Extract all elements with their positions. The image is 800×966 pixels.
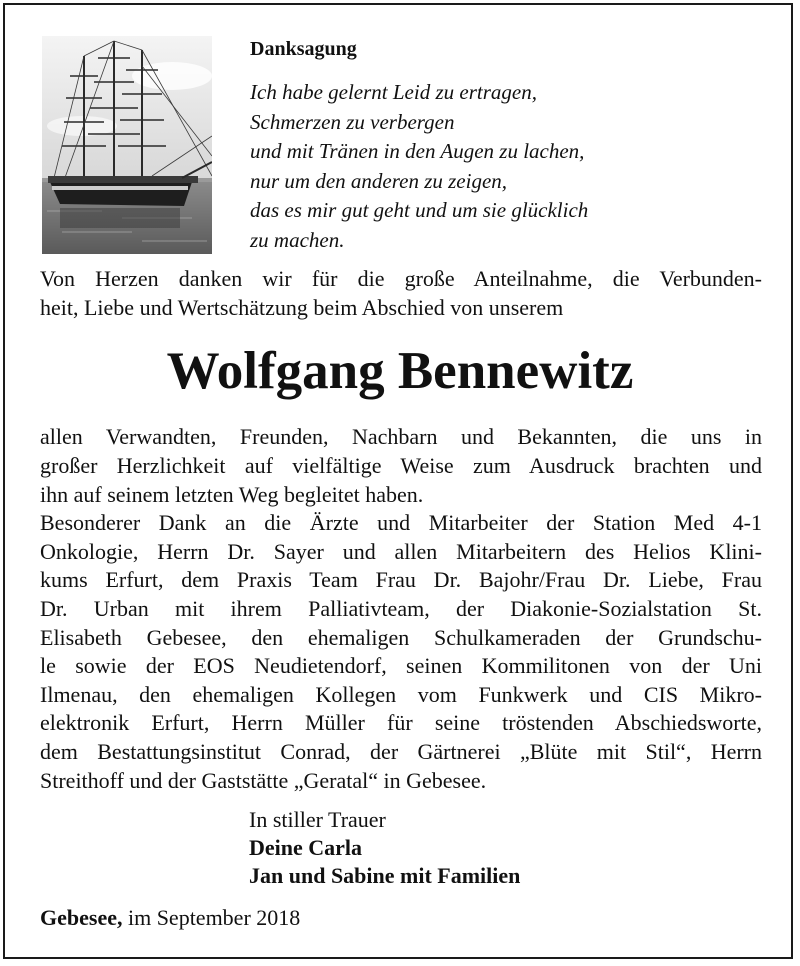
footer: [40, 904, 762, 931]
body-line: kums Erfurt, dem Praxis Team Frau Dr. Bajohr/Frau Dr. Liebe, Frau: [40, 567, 762, 592]
deceased-name: Wolfgang Bennewitz: [166, 342, 634, 400]
body-line: elektronik Erfurt, Herrn Müller für seine tröstenden Abschiedsworte,: [40, 710, 762, 735]
poem: [250, 78, 588, 255]
intro-line: heit, Liebe und Wertschätzung beim Abschied von unserem: [40, 295, 564, 320]
body-line: Ilmenau, den ehemaligen Kollegen vom Funkwerk und CIS Mikro-: [40, 682, 762, 707]
signature-name: Deine Carla: [249, 835, 363, 860]
poem-line: zu machen.: [250, 227, 345, 252]
body-line: le sowie der EOS Neudietendorf, seinen Kommilitonen von der Uni: [40, 653, 762, 678]
sailing-ship-photo: [42, 36, 212, 254]
signature-name: Jan und Sabine mit Familien: [249, 863, 521, 888]
footer-date: im September 2018: [127, 905, 301, 930]
body-line: dem Bestattungsinstitut Conrad, der Gärtnerei „Blüte mit Stil“, Herrn: [40, 739, 762, 764]
body-line: Elisabeth Gebesee, den ehemaligen Schulkameraden der Grundschu-: [40, 625, 762, 650]
body-line: Besonderer Dank an die Ärzte und Mitarbeiter der Station Med 4-1: [40, 510, 762, 535]
body-line: großer Herzlichkeit auf vielfältige Weise zum Ausdruck brachten und: [40, 453, 762, 478]
poem-line: nur um den anderen zu zeigen,: [250, 168, 508, 193]
poem-line: und mit Tränen in den Augen zu lachen,: [250, 139, 585, 163]
signature-intro: In stiller Trauer: [249, 807, 386, 832]
intro-line: Von Herzen danken wir für die große Anteilnahme, die Verbunden-: [40, 266, 762, 291]
body-line: ihn auf seinem letzten Weg begleitet haben.: [40, 482, 424, 507]
body-line: Onkologie, Herrn Dr. Sayer und allen Mitarbeitern des Helios Klini-: [40, 539, 762, 564]
poem-line: Schmerzen zu verbergen: [250, 109, 455, 134]
body-line: Streithoff und der Gaststätte „Geratal“ in Gebesee.: [40, 768, 487, 793]
footer-place: Gebesee,: [40, 905, 123, 930]
body-line: Dr. Urban mit ihrem Palliativteam, der Diakonie-Sozialstation St.: [40, 596, 762, 621]
body-line: allen Verwandten, Freunden, Nachbarn und Bekannten, die uns in: [40, 424, 762, 449]
poem-line: das es mir gut geht und um sie glücklich: [250, 198, 589, 222]
poem-line: Ich habe gelernt Leid zu ertragen,: [250, 80, 537, 104]
poem-title: Danksagung: [250, 38, 357, 60]
